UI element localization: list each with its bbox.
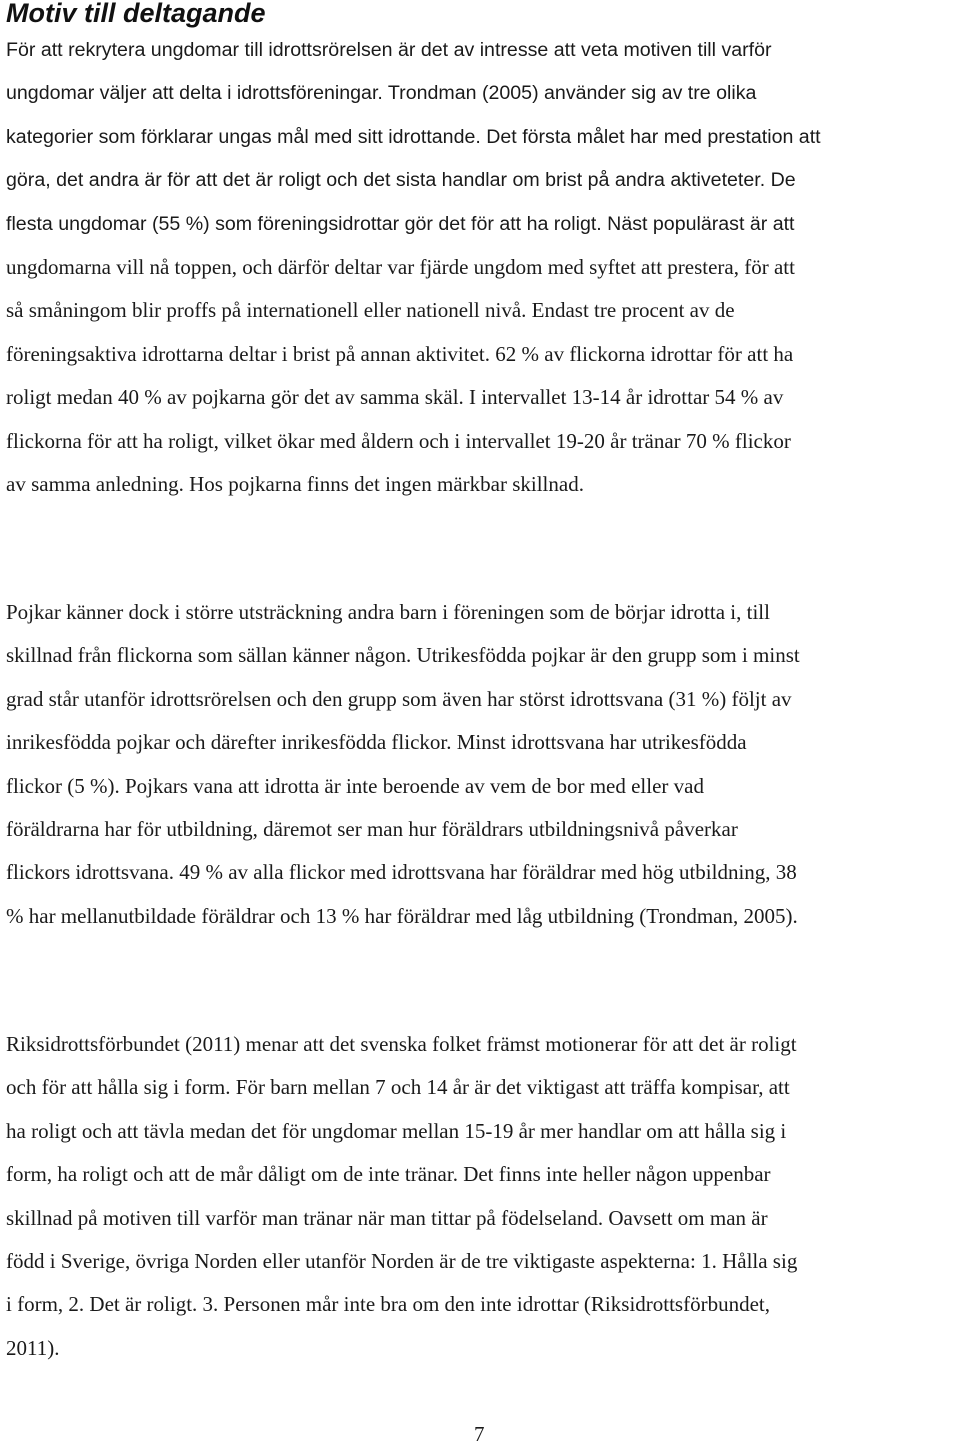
text-line: skillnad från flickorna som sällan känner någon. Utrikesfödda pojkar är den grupp som i minst [6, 643, 800, 668]
text-line: och för att hålla sig i form. För barn mellan 7 och 14 år är det viktigast att träffa kompisar, att [6, 1075, 790, 1100]
text-line: född i Sverige, övriga Norden eller utanför Norden är de tre viktigaste aspekterna: 1. Hålla sig [6, 1249, 798, 1274]
text-line: göra, det andra är för att det är roligt och det sista handlar om brist på andra aktiveteter. De [6, 169, 796, 192]
text-line: flickor (5 %). Pojkars vana att idrotta är inte beroende av vem de bor med eller vad [6, 773, 704, 798]
text-line: inrikesfödda pojkar och därefter inrikesfödda flickor. Minst idrottsvana har utrikesfödda [6, 730, 747, 755]
text-line: 2011). [6, 1335, 60, 1360]
text-line: flickors idrottsvana. 49 % av alla flickor med idrottsvana har föräldrar med hög utbildning, 38 [6, 860, 797, 885]
text-line: flesta ungdomar (55 %) som föreningsidrottar gör det för att ha roligt. Näst populärast är att [6, 212, 795, 235]
paragraph-riksidrottsforbundet [6, 1023, 956, 1370]
paragraph-motives [6, 29, 951, 506]
text-line: föreningsaktiva idrottarna deltar i brist på annan aktivitet. 62 % av flickorna idrottar för att ha [6, 341, 794, 366]
text-line: För att rekrytera ungdomar till idrottsrörelsen är det av intresse att veta motiven till varför [6, 39, 772, 61]
section-heading: Motiv till deltagande [6, 0, 266, 28]
text-line: kategorier som förklarar ungas mål med sitt idrottande. Det första målet har med prestation att [6, 125, 821, 148]
text-line: grad står utanför idrottsrörelsen och den grupp som även har störst idrottsvana (31 %) följt av [6, 686, 792, 711]
text-line: av samma anledning. Hos pojkarna finns det ingen märkbar skillnad. [6, 472, 584, 497]
text-line: ha roligt och att tävla medan det för ungdomar mellan 15-19 år mer handlar om att hålla sig i [6, 1118, 787, 1143]
text-line: skillnad på motiven till varför man tränar när man tittar på födelseland. Oavsett om man är [6, 1205, 768, 1230]
text-line: föräldrarna har för utbildning, däremot ser man hur föräldrars utbildningsnivå påverkar [6, 817, 738, 842]
page-number: 7 [474, 1422, 485, 1446]
text-line: flickorna för att ha roligt, vilket ökar med åldern och i intervallet 19-20 år tränar 70 % flickor [6, 428, 791, 453]
text-line: ungdomar väljer att delta i idrottsföreningar. Trondman (2005) använder sig av tre olika [6, 82, 757, 105]
text-line: i form, 2. Det är roligt. 3. Personen mår inte bra om den inte idrottar (Riksidrottsförbundet, [6, 1292, 770, 1317]
text-line: roligt medan 40 % av pojkarna gör det av samma skäl. I intervallet 13-14 år idrottar 54 % av [6, 385, 784, 410]
paragraph-boys-girls [6, 591, 956, 938]
text-line: Pojkar känner dock i större utsträckning andra barn i föreningen som de börjar idrotta i, till [6, 600, 770, 624]
text-line: så småningom blir proffs på internationell eller nationell nivå. Endast tre procent av de [6, 298, 735, 323]
text-line: ungdomarna vill nå toppen, och därför deltar var fjärde ungdom med syftet att prestera, för att [6, 255, 795, 280]
document-page [6, 0, 956, 1447]
text-line: % har mellanutbildade föräldrar och 13 % har föräldrar med låg utbildning (Trondman, 2005). [6, 903, 798, 928]
text-line: form, ha roligt och att de mår dåligt om de inte tränar. Det finns inte heller någon uppenbar [6, 1162, 771, 1187]
text-line: Riksidrottsförbundet (2011) menar att det svenska folket främst motionerar för att det är roligt [6, 1032, 797, 1056]
